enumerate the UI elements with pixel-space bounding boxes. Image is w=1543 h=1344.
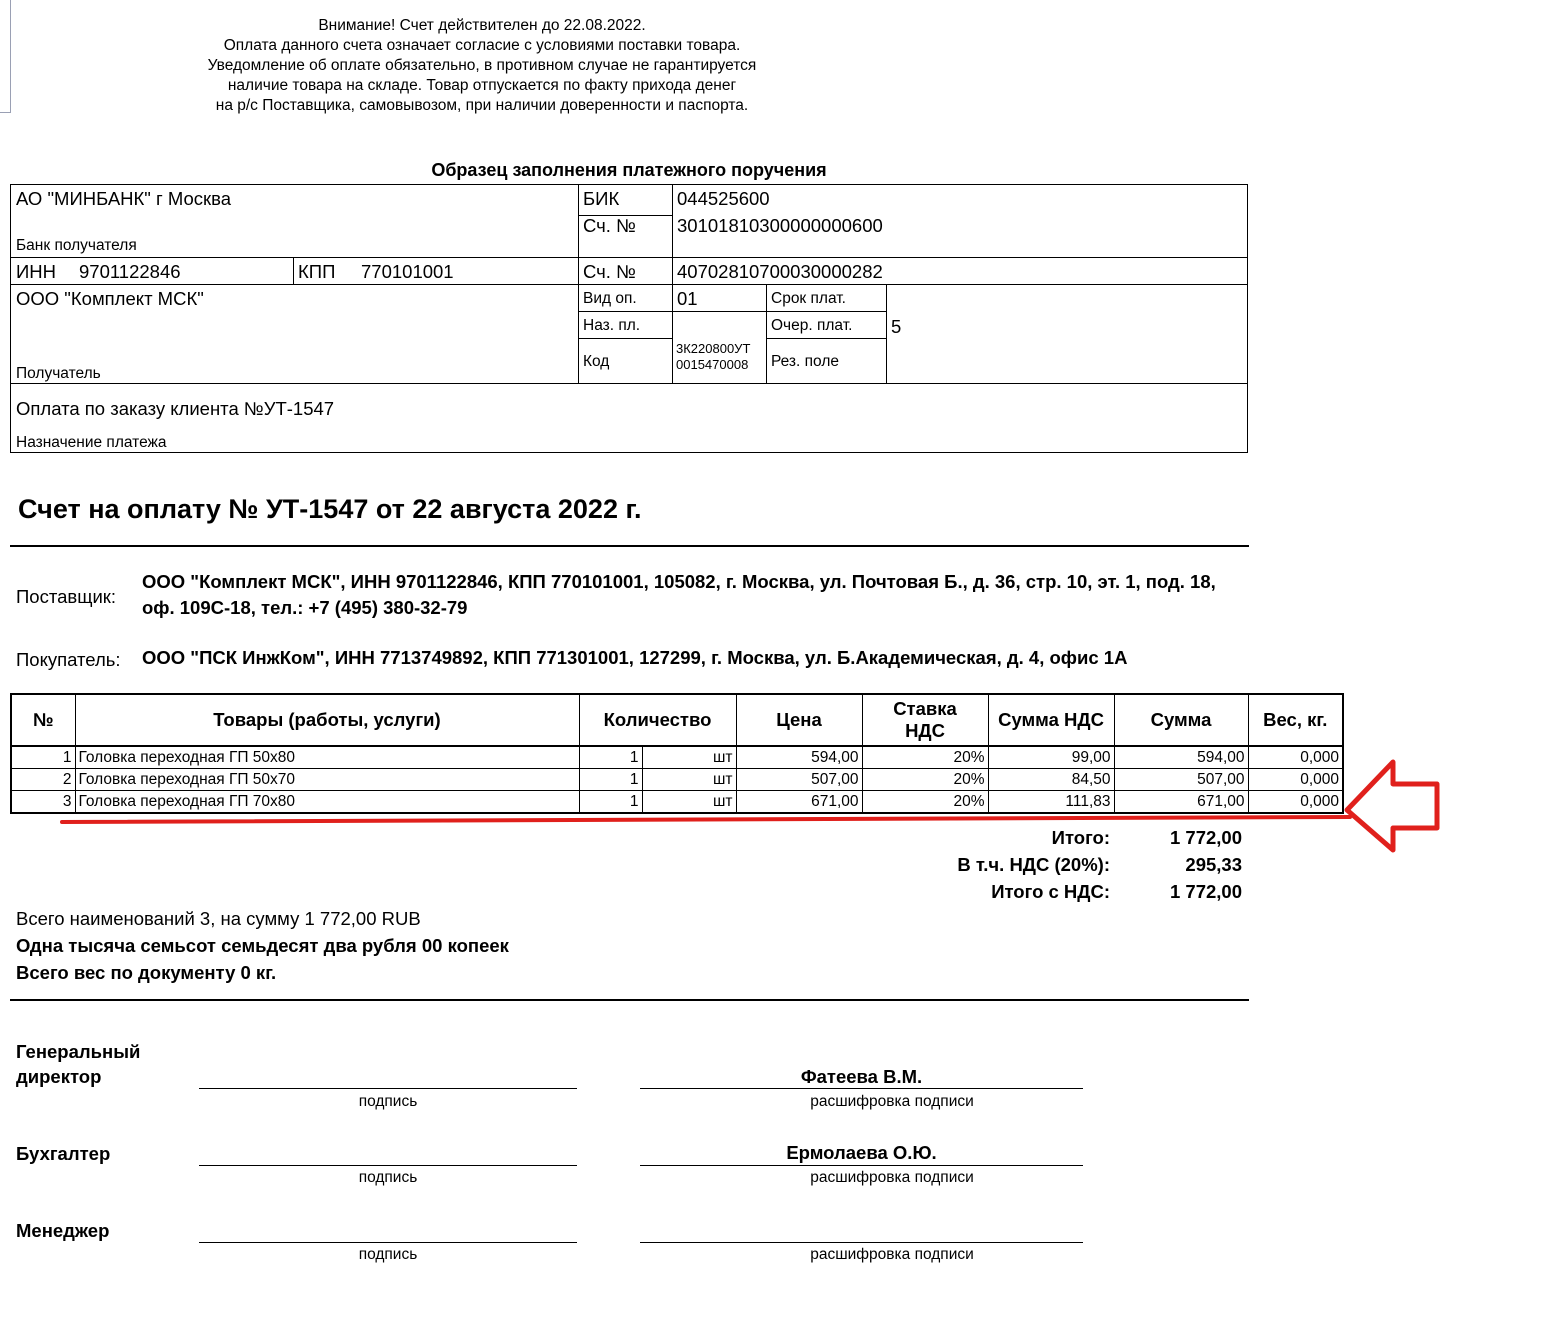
recipient-name: ООО "Комплект МСК" (16, 288, 204, 309)
manager-role: Менеджер (16, 1220, 110, 1241)
kod-value-line2: 0015470008 (676, 357, 749, 372)
inn-label: ИНН (16, 261, 57, 282)
row-weight: 0,000 (1248, 769, 1343, 791)
bank-name: АО "МИНБАНК" г Москва (16, 188, 232, 209)
recipient-caption: Получатель (16, 365, 101, 382)
col-vat-sum: Сумма НДС (988, 694, 1114, 746)
row-num: 2 (11, 769, 75, 791)
kpp-label: КПП (298, 261, 336, 282)
row-sum: 671,00 (1114, 791, 1248, 814)
naz-pl-label: Наз. пл. (583, 317, 641, 334)
vat-total-value: 295,33 (1185, 854, 1242, 875)
summary-count: Всего наименований 3, на сумму 1 772,00 RUB (16, 908, 421, 929)
row-price: 594,00 (736, 746, 862, 769)
row-price: 671,00 (736, 791, 862, 814)
notice-line: Уведомление об оплате обязательно, в противном случае не гарантируется (207, 57, 757, 74)
account-value: 40702810700030000282 (677, 261, 883, 282)
notice-line: Внимание! Счет действителен до 22.08.2022. (318, 17, 646, 34)
col-price: Цена (736, 694, 862, 746)
notice-line: на р/с Поставщика, самовывозом, при наличии доверенности и паспорта. (215, 97, 749, 114)
total-value: 1 772,00 (1169, 827, 1242, 848)
row-price: 507,00 (736, 769, 862, 791)
row-rate: 20% (862, 791, 988, 814)
director-role-l1: Генеральный (16, 1041, 141, 1062)
accountant-decode-caption: расшифровка подписи (810, 1169, 974, 1186)
manager-sign-caption: подпись (358, 1246, 418, 1263)
notice-line: Оплата данного счета означает согласие с условиями поставки товара. (223, 37, 741, 54)
row-name: Головка переходная ГП 70х80 (75, 791, 579, 814)
invoice-title: Счет на оплату № УТ-1547 от 22 августа 2022 г. (18, 494, 642, 524)
col-goods: Товары (работы, услуги) (75, 694, 579, 746)
col-vat-rate-l2: НДС (905, 720, 945, 741)
summary-weight: Всего вес по документу 0 кг. (16, 962, 277, 983)
bank-caption: Банк получателя (16, 237, 137, 254)
kpp-value: 770101001 (361, 261, 454, 282)
left-arrow-icon (1347, 762, 1437, 850)
annotation-underline (62, 817, 1350, 822)
rez-label: Рез. поле (771, 353, 839, 370)
accountant-decode-line (640, 1165, 1083, 1166)
director-decode-caption: расшифровка подписи (810, 1093, 974, 1110)
payment-purpose: Оплата по заказу клиента №УТ-1547 (16, 398, 335, 419)
kod-value-line1: 3К220800УТ (676, 341, 751, 356)
row-vat: 99,00 (988, 746, 1114, 769)
vid-op-label: Вид оп. (583, 290, 637, 307)
director-sign-line (199, 1088, 577, 1089)
vid-op-value: 01 (677, 288, 698, 309)
buyer-label: Покупатель: (16, 649, 121, 670)
row-vat: 84,50 (988, 769, 1114, 791)
row-weight: 0,000 (1248, 746, 1343, 769)
bik-label: БИК (583, 188, 620, 209)
inn-value: 9701122846 (79, 261, 181, 282)
manager-sign-line (199, 1242, 577, 1243)
row-vat: 111,83 (988, 791, 1114, 814)
notice-line: наличие товара на складе. Товар отпускается по факту прихода денег (227, 77, 737, 94)
col-vat-rate-l1: Ставка (893, 698, 957, 719)
row-unit: шт (642, 791, 736, 814)
kod-label: Код (583, 353, 610, 370)
row-qty: 1 (579, 791, 642, 814)
accountant-role: Бухгалтер (16, 1143, 111, 1164)
supplier-value: ООО "Комплект МСК", ИНН 9701122846, КПП 770101001, 105082, г. Москва, ул. Почтовая Б., д. 36, стр. 10, эт. 1, под. 18, оф. 109С-18, тел.: +7 (495) 380-32-79 (142, 571, 1216, 618)
manager-decode-caption: расшифровка подписи (810, 1246, 974, 1263)
director-sign-caption: подпись (358, 1093, 418, 1110)
buyer-value: ООО "ПСК ИнжКом", ИНН 7713749892, КПП 771301001, 127299, г. Москва, ул. Б.Академическая, д. 4, офис 1А (142, 647, 1128, 668)
accountant-name: Ермолаева О.Ю. (786, 1142, 937, 1163)
row-qty: 1 (579, 769, 642, 791)
total-label: Итого: (1051, 827, 1110, 848)
col-qty: Количество (579, 694, 736, 746)
director-role-l2: директор (16, 1066, 102, 1087)
vat-total-label: В т.ч. НДС (20%): (957, 854, 1110, 875)
row-weight: 0,000 (1248, 791, 1343, 814)
row-name: Головка переходная ГП 50х70 (75, 769, 579, 791)
row-sum: 594,00 (1114, 746, 1248, 769)
row-name: Головка переходная ГП 50х80 (75, 746, 579, 769)
accountant-sign-line (199, 1165, 577, 1166)
row-unit: шт (642, 746, 736, 769)
row-qty: 1 (579, 746, 642, 769)
ocher-label: Очер. плат. (771, 317, 853, 334)
col-num: № (11, 694, 75, 746)
row-rate: 20% (862, 769, 988, 791)
ocher-value: 5 (891, 316, 902, 337)
supplier-label: Поставщик: (16, 586, 117, 607)
account-label: Сч. № (583, 261, 636, 282)
total-with-vat-label: Итого с НДС: (991, 881, 1110, 902)
director-name: Фатеева В.М. (800, 1066, 923, 1087)
row-num: 3 (11, 791, 75, 814)
director-decode-line (640, 1088, 1083, 1089)
row-rate: 20% (862, 746, 988, 769)
corr-account-value: 30101810300000000600 (677, 215, 883, 236)
bik-value: 044525600 (677, 188, 770, 209)
summary-in-words: Одна тысяча семьсот семьдесят два рубля 00 копеек (16, 935, 509, 956)
col-weight: Вес, кг. (1248, 694, 1343, 746)
corr-account-label: Сч. № (583, 215, 636, 236)
total-with-vat-value: 1 772,00 (1169, 881, 1242, 902)
director-role (16, 1039, 140, 1089)
row-num: 1 (11, 746, 75, 769)
payment-sample-title: Образец заполнения платежного поручения (431, 160, 827, 180)
row-unit: шт (642, 769, 736, 791)
srok-label: Срок плат. (771, 290, 846, 307)
divider (10, 999, 1249, 1001)
row-sum: 507,00 (1114, 769, 1248, 791)
purpose-caption: Назначение платежа (16, 434, 167, 451)
manager-decode-line (640, 1242, 1083, 1243)
accountant-sign-caption: подпись (358, 1169, 418, 1186)
col-sum: Сумма (1114, 694, 1248, 746)
